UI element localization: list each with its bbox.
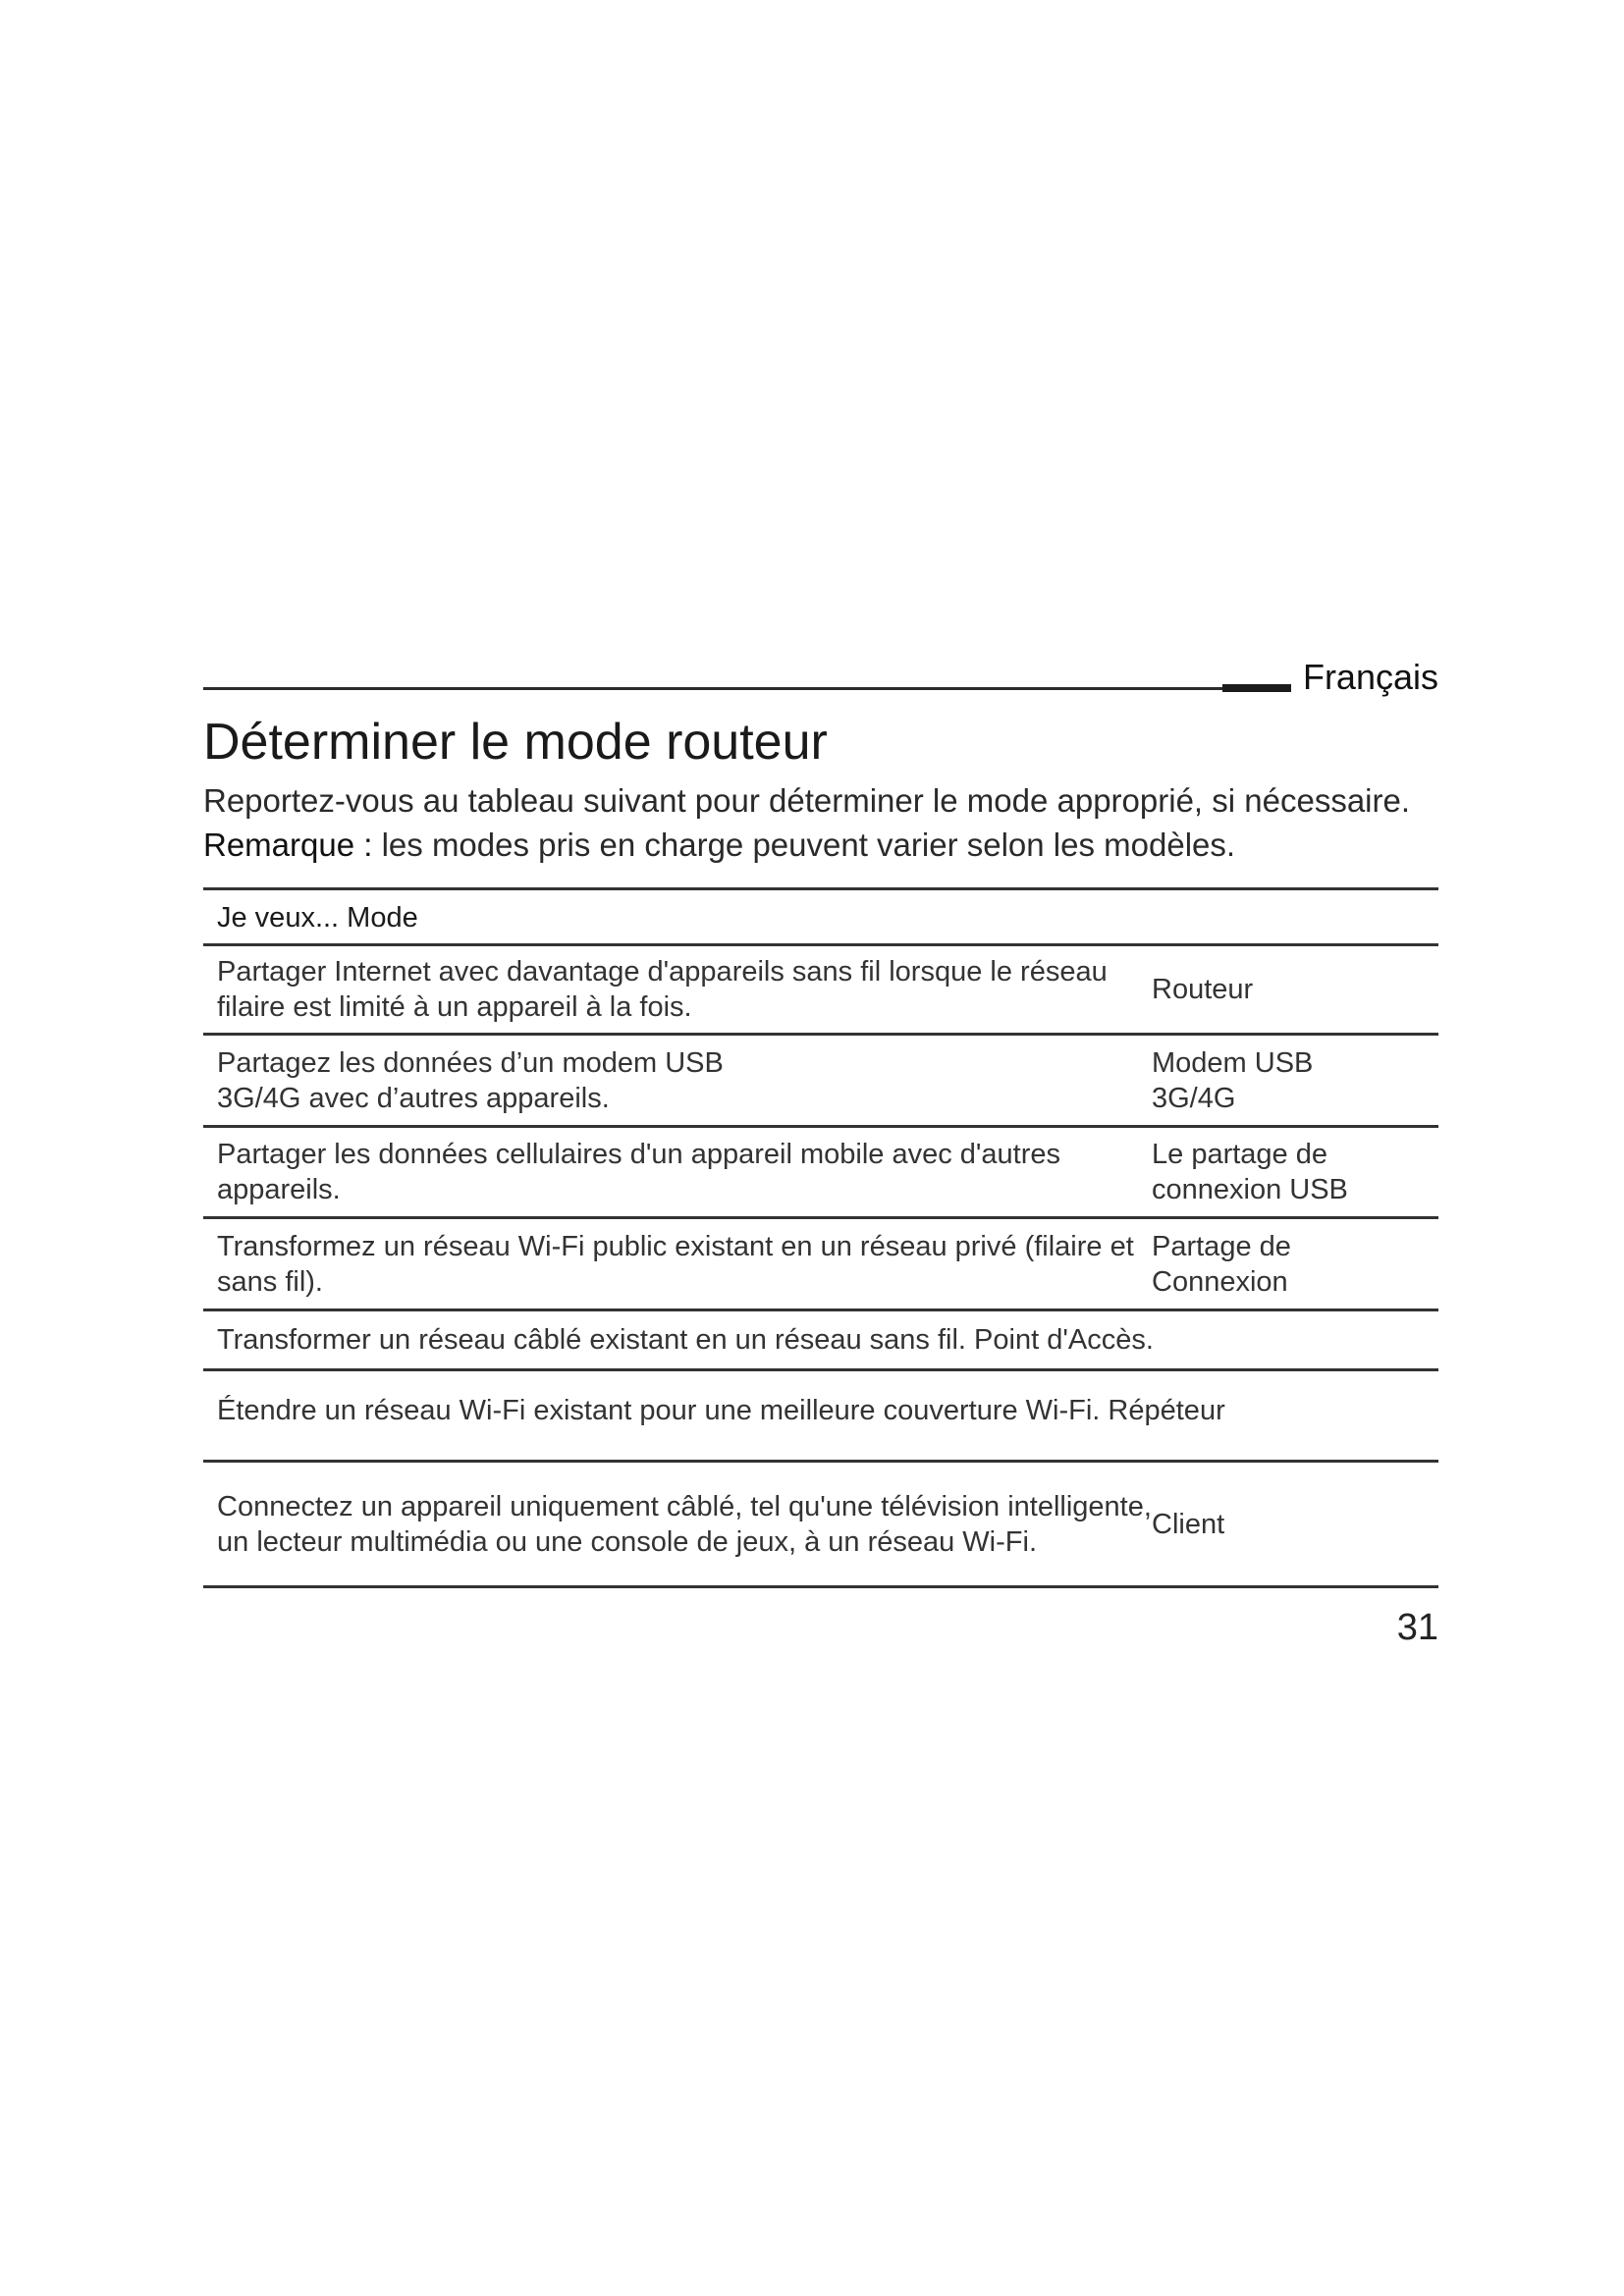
row-mode: Le partage de connexion USB — [1152, 1139, 1348, 1205]
row-want: Connectez un appareil uniquement câblé, tel qu'une télévision intelligente, un lecteur multimédia ou une console de jeux, à un réseau Wi-Fi. — [217, 1490, 1152, 1558]
header-rule — [203, 687, 1232, 690]
remark-label: Remarque : — [203, 827, 373, 863]
page-title: Déterminer le mode routeur — [203, 714, 828, 771]
table-header-label: Je veux... Mode — [217, 902, 418, 934]
language-header — [203, 656, 1438, 699]
row-want: Partager les données cellulaires d'un appareil mobile avec d'autres appareils. — [217, 1139, 1061, 1205]
row-want: Transformer un réseau câblé existant en un réseau sans fil. Point d'Accès. — [217, 1324, 1154, 1356]
row-mode: Routeur — [1152, 974, 1254, 1005]
table-row — [203, 1463, 1438, 1588]
table-header-row — [203, 890, 1438, 946]
table-row — [203, 946, 1438, 1036]
router-modes-table — [203, 887, 1438, 1588]
table-row — [203, 1128, 1438, 1219]
table-row — [203, 1371, 1438, 1463]
header-rule-accent — [1222, 684, 1291, 692]
table-row — [203, 1219, 1438, 1311]
page-number: 31 — [1396, 1607, 1438, 1648]
row-want: Partagez les données d’un modem USB 3G/4G avec d’autres appareils. — [217, 1046, 724, 1114]
row-mode: Client — [1152, 1508, 1225, 1540]
table-row — [203, 1311, 1438, 1371]
row-want: Étendre un réseau Wi-Fi existant pour une meilleure couverture Wi-Fi. Répéteur — [217, 1395, 1225, 1426]
remark-paragraph — [203, 823, 1438, 868]
language-label: Français — [1302, 657, 1438, 697]
manual-page — [203, 656, 1438, 1651]
table-row — [203, 1036, 1438, 1128]
row-mode: Modem USB 3G/4G — [1152, 1046, 1314, 1114]
row-want: Partager Internet avec davantage d'appareils sans fil lorsque le réseau filaire est limité à un appareil à la fois. — [217, 956, 1108, 1023]
row-want: Transformez un réseau Wi-Fi public existant en un réseau privé (filaire et sans fil). — [217, 1230, 1134, 1298]
intro-paragraph: Reportez-vous au tableau suivant pour déterminer le mode approprié, si nécessaire. — [203, 782, 1411, 819]
row-mode: Partage de Connexion — [1152, 1230, 1291, 1298]
remark-text: les modes pris en charge peuvent varier selon les modèles. — [372, 827, 1236, 863]
